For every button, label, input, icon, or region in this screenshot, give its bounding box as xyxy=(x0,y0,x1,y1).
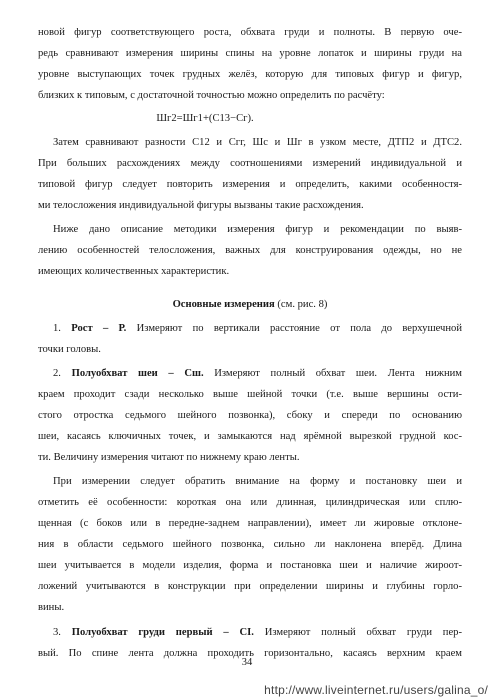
line-text: стого отростка седьмого шейного позвонка), сбоку и спереди по основанию xyxy=(38,410,462,421)
line-text: вины. xyxy=(38,602,65,613)
page-number: 34 xyxy=(241,657,253,668)
line-text: близких к типовым, с достаточной точностью можно определить по расчёту: xyxy=(38,90,385,101)
text-line xyxy=(53,626,462,639)
text-line xyxy=(53,136,462,149)
item-number: 3. xyxy=(53,627,72,638)
text-line xyxy=(38,89,462,102)
text-line xyxy=(38,430,462,443)
line-text: уровне выступающих точек грудных желёз, которую для типовых фигур и фигур, xyxy=(38,69,462,80)
bold-term: Полуобхват груди первый – СI. xyxy=(71,627,254,638)
line-text: точки головы. xyxy=(38,344,101,355)
text-line xyxy=(38,298,462,311)
text-line xyxy=(38,538,462,551)
text-line xyxy=(38,580,462,593)
line-text: Ниже дано описание методики измерения фигур и рекомендации по выяв- xyxy=(53,224,462,235)
line-text: Затем сравнивают разности С12 и Сгг, Шс и Шг в узком месте, ДТП2 и ДТС2. xyxy=(53,137,462,148)
line-text: типовой фигур следует повторить измерения и определить, какими особенностя- xyxy=(38,179,462,190)
text-line xyxy=(80,112,330,125)
text-line xyxy=(38,26,462,39)
text-line xyxy=(53,322,462,335)
text-line xyxy=(38,496,462,509)
line-text: вый. По спине лента должна проходить горизонтально, касаясь верхним краем xyxy=(38,648,462,659)
line-text: редь сравнивают измерения ширины спины на уровне лопаток и ширины груди на xyxy=(38,48,462,59)
text-line xyxy=(38,559,462,572)
text-line xyxy=(53,367,462,380)
bold-term: Полуобхват шеи – Сш. xyxy=(71,368,204,379)
line-text: лению особенностей телосложения, важных для конструирования одежды, но не xyxy=(38,245,462,256)
item-number: 2. xyxy=(53,368,72,379)
line-text: Измеряют по вертикали расстояние от пола до верхушечной xyxy=(126,323,463,334)
text-line xyxy=(53,475,462,488)
bold-term: Основные измерения xyxy=(172,299,275,310)
text-line xyxy=(53,223,462,236)
text-line xyxy=(38,601,462,614)
line-text: При больших расхождениях между соотношениями измерений индивидуальной и xyxy=(38,158,462,169)
line-text: имеющих количественных характеристик. xyxy=(38,266,230,277)
text-line xyxy=(38,199,462,212)
text-line xyxy=(38,157,462,170)
line-text: ми телосложения индивидуальной фигуры вызваны такие расхождения. xyxy=(38,200,364,211)
line-text: ти. Величину измерения читают по нижнему краю ленты. xyxy=(38,452,300,463)
line-text: отметить её особенности: короткая она или длинная, цилиндрическая или сплю- xyxy=(38,497,462,508)
text-line xyxy=(38,68,462,81)
line-text: шеи, касаясь ключичных точек, и замыкаются над ярёмной вырезкой грудной кос- xyxy=(38,431,462,442)
text-line xyxy=(38,244,462,257)
line-text: шеи учитывается в модели изделия, форма и постановка шеи и наличие жироот- xyxy=(38,560,462,571)
line-text: ния в области седьмого шейного позвонка, сильно ли наклонена вперёд. Длина xyxy=(38,539,462,550)
line-text: Шг2=Шг1+(С13−Сг). xyxy=(156,113,254,124)
line-text: краем проходит сзади несколько выше шейной точки (т.е. выше вершины ости- xyxy=(38,389,462,400)
item-number: 1. xyxy=(53,323,72,334)
line-text: (см. рис. 8) xyxy=(274,299,328,310)
source-url[interactable]: http://www.liveinternet.ru/users/galina_o/ xyxy=(264,683,488,697)
text-line xyxy=(38,451,462,464)
text-line xyxy=(38,47,462,60)
line-text: Измеряют полный обхват груди пер- xyxy=(253,627,462,638)
text-line xyxy=(38,409,462,422)
line-text: ложений учитываются в конструкции при определении ширины и глубины горло- xyxy=(38,581,462,592)
text-line xyxy=(38,343,462,356)
text-line xyxy=(38,388,462,401)
text-line xyxy=(38,517,462,530)
text-line xyxy=(38,265,462,278)
line-text: щенная (с боков или в передне-заднем направлении), имеет ли жировые отклоне- xyxy=(38,518,462,529)
line-text: При измерении следует обратить внимание на форму и постановку шеи и xyxy=(53,476,462,487)
text-line xyxy=(38,178,462,191)
line-text: Измеряют полный обхват шеи. Лента нижним xyxy=(203,368,462,379)
line-text: новой фигур соответствующего роста, обхвата груди и полноты. В первую оче- xyxy=(38,27,462,38)
bold-term: Рост – Р. xyxy=(71,323,127,334)
